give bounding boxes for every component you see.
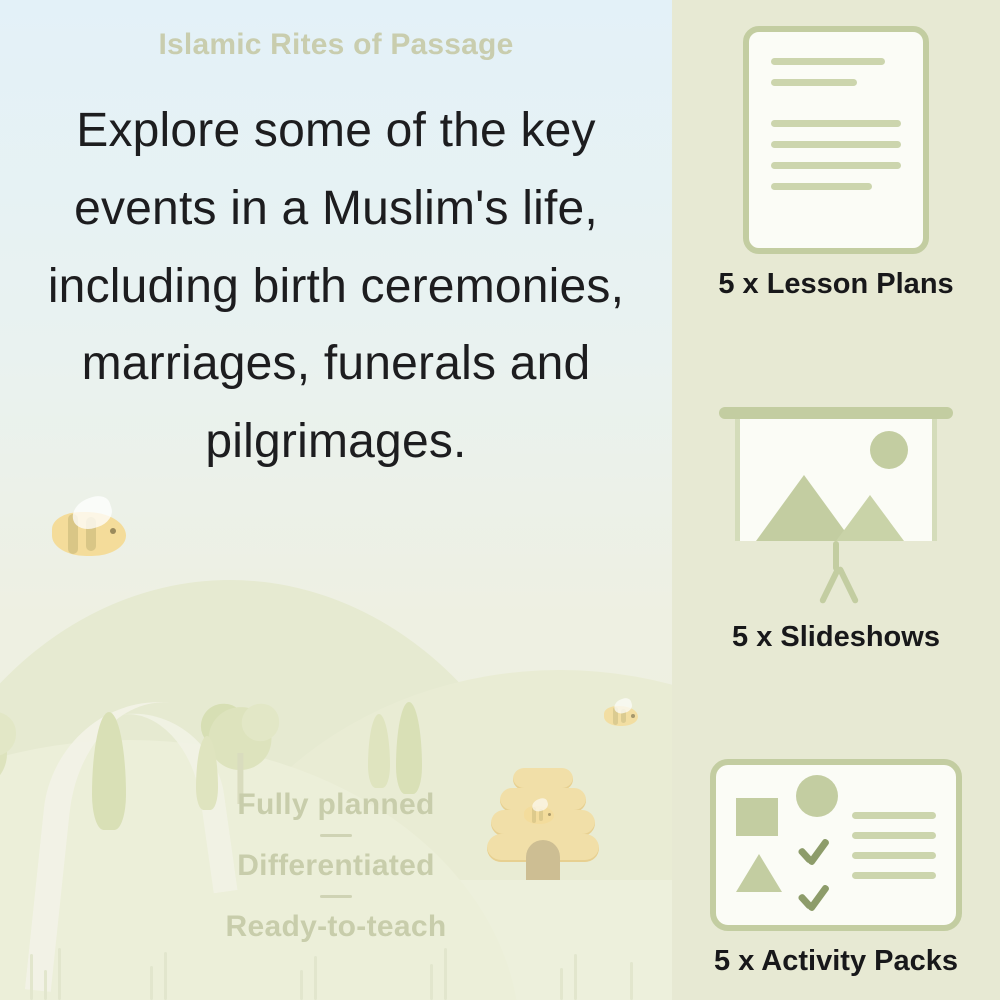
feature-slideshows bbox=[672, 407, 1000, 654]
bee-icon bbox=[42, 498, 136, 560]
feature-lesson-plans bbox=[672, 26, 1000, 301]
divider bbox=[320, 895, 352, 898]
headline-text: Explore some of the key events in a Muslim's life, including birth ceremonies, marriages, funerals and pilgrimages. bbox=[47, 104, 625, 468]
feature-label: 5 x Slideshows bbox=[732, 620, 940, 653]
left-content bbox=[0, 0, 672, 481]
usp-item-2: Differentiated bbox=[237, 849, 435, 882]
bee-icon bbox=[600, 700, 644, 730]
document-icon bbox=[743, 26, 929, 254]
divider bbox=[320, 834, 352, 837]
activity-pack-icon bbox=[710, 759, 962, 931]
feature-label: 5 x Lesson Plans bbox=[718, 268, 954, 300]
slideshow-icon bbox=[711, 407, 961, 607]
feature-label: 5 x Activity Packs bbox=[714, 945, 958, 977]
eyebrow-title: Islamic Rites of Passage bbox=[158, 28, 514, 61]
feature-activity-packs bbox=[672, 759, 1000, 978]
usp-list bbox=[0, 788, 672, 944]
right-panel bbox=[672, 0, 1000, 1000]
usp-item-1: Fully planned bbox=[237, 788, 435, 821]
usp-item-3: Ready-to-teach bbox=[225, 910, 447, 943]
